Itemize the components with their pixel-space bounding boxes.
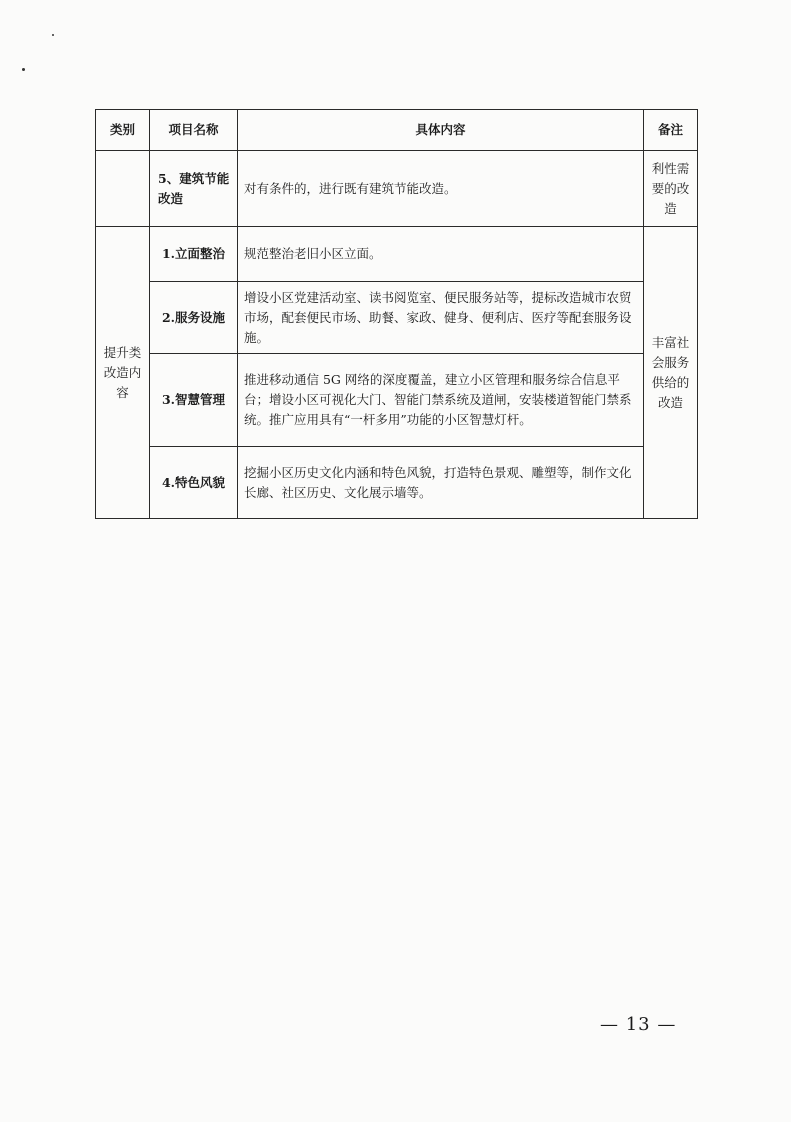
table-row [96, 354, 698, 447]
header-project-name: 项目名称 [150, 110, 238, 151]
header-category: 类别 [96, 110, 150, 151]
content-cell: 推进移动通信 5G 网络的深度覆盖，建立小区管理和服务综合信息平台；增设小区可视化大门、智能门禁系统及道闸，安装楼道智能门禁系统。推广应用具有“一杆多用”功能的小区智慧灯杆。 [238, 354, 644, 447]
note-cell: 利性需要的改造 [644, 151, 698, 227]
renovation-table [95, 109, 698, 519]
content-cell: 对有条件的，进行既有建筑节能改造。 [238, 151, 644, 227]
category-cell: 提升类改造内容 [96, 227, 150, 519]
header-note: 备注 [644, 110, 698, 151]
table-row [96, 282, 698, 354]
project-name-cell: 5、建筑节能改造 [150, 151, 238, 227]
project-name-cell: 4.特色风貌 [150, 447, 238, 519]
project-name-cell: 3.智慧管理 [150, 354, 238, 447]
header-content: 具体内容 [238, 110, 644, 151]
scan-speck [22, 68, 25, 71]
content-cell: 规范整治老旧小区立面。 [238, 227, 644, 282]
table-row [96, 227, 698, 282]
category-cell [96, 151, 150, 227]
table-row [96, 447, 698, 519]
table-header-row [96, 110, 698, 151]
content-cell: 增设小区党建活动室、读书阅览室、便民服务站等，提标改造城市农贸市场，配套便民市场、助餐、家政、健身、便利店、医疗等配套服务设施。 [238, 282, 644, 354]
page-number: — 13 — [600, 1014, 677, 1035]
note-cell: 丰富社会服务供给的改造 [644, 227, 698, 519]
content-cell: 挖掘小区历史文化内涵和特色风貌，打造特色景观、雕塑等，制作文化长廊、社区历史、文化展示墙等。 [238, 447, 644, 519]
project-name-cell: 2.服务设施 [150, 282, 238, 354]
table-row [96, 151, 698, 227]
project-name-cell: 1.立面整治 [150, 227, 238, 282]
scan-speck [52, 34, 54, 36]
